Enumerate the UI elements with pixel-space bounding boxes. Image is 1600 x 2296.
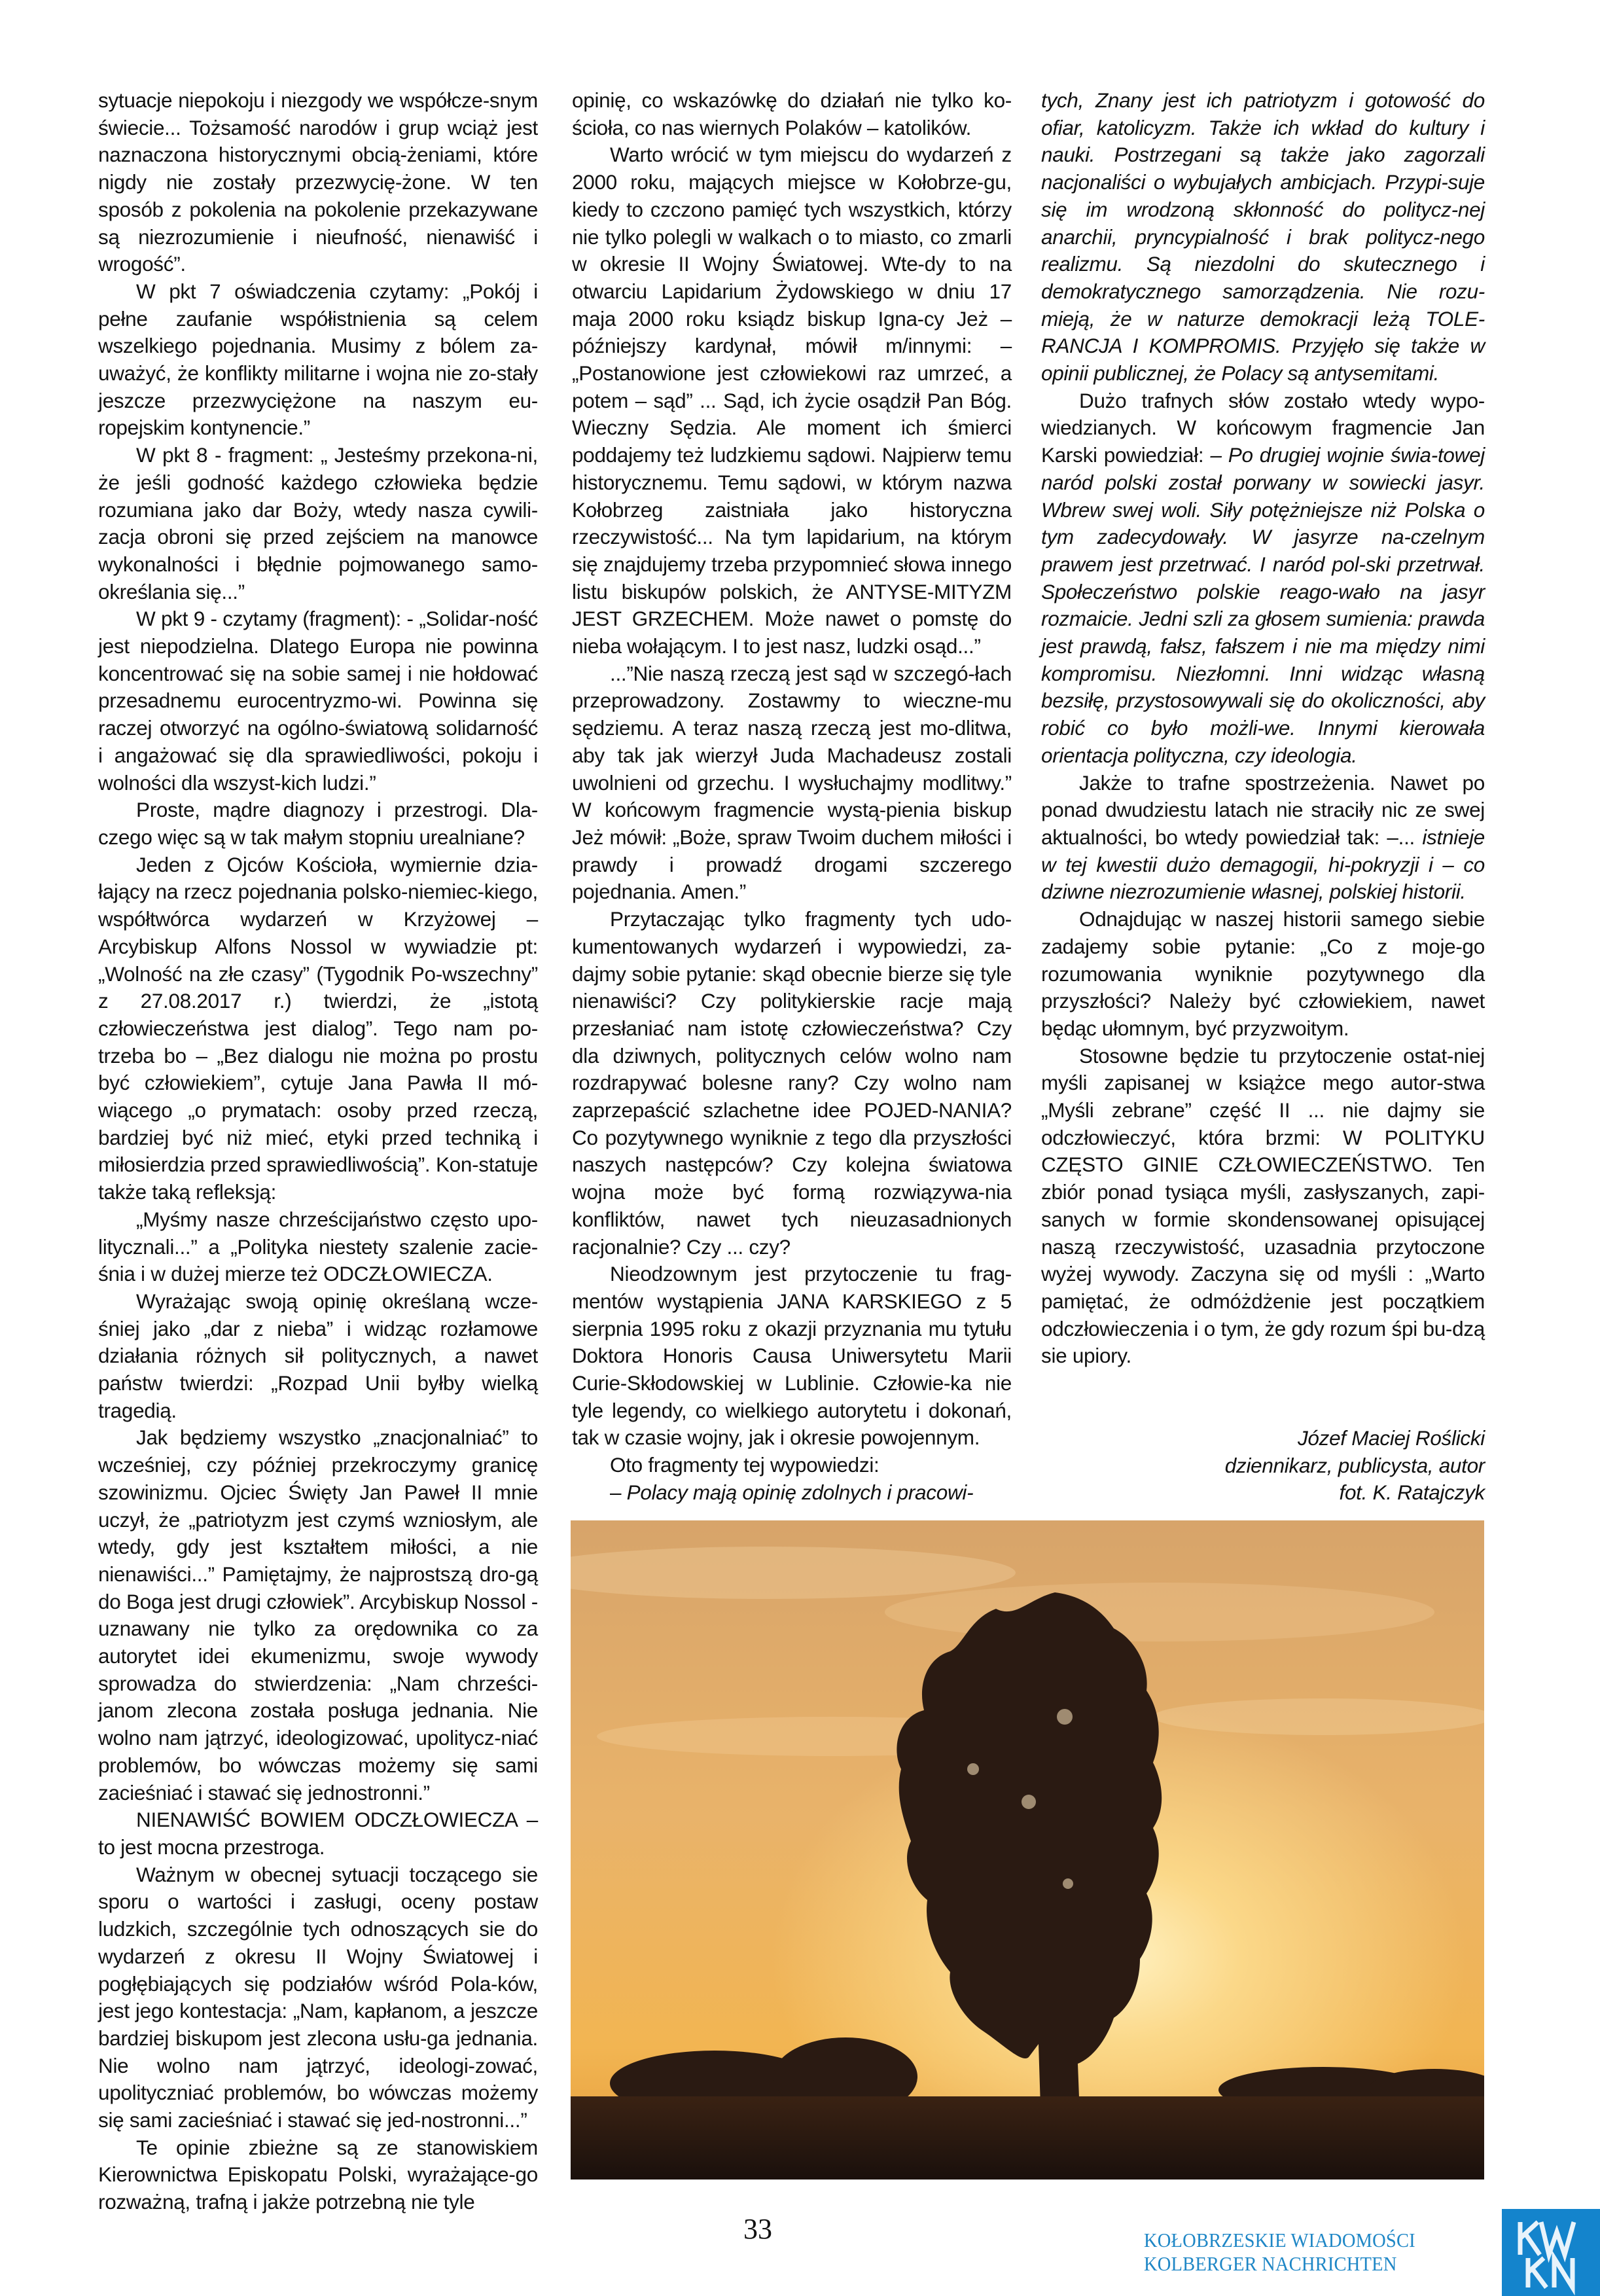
author-role: dziennikarz, publicysta, autor bbox=[1224, 1453, 1485, 1477]
paragraph bbox=[98, 2134, 538, 2216]
page-number: 33 bbox=[743, 2213, 772, 2245]
publication-name-polish: KOŁOBRZESKIE WIADOMOŚCI bbox=[1144, 2229, 1415, 2251]
italic-quote: – Po drugiej wojnie świa-towej naród polski został porwany w sowiecki jasyr. Wbrew swej woli. Siły potężniejsze niż Polska o tym zadecydowały. W jasyrze na-czelnym prawem jest przetrwać. I naród pol-ski przetrwał. Społeczeństwo polskie reago-wało na jasyr rozmaicie. Jedni szli za głosem sumienia: prawda jest prawdą, fałsz, fałszem i nie ma między nimi kompromisu. Niezłomni. Inni widząc własną bezsiłę, przystosowywali się do okoliczności, aby robić co było możli-we. Innymi kierowała orientacja polityczna, czy ideologia. bbox=[1041, 443, 1485, 767]
paragraph-text: Nieodzownym jest przytoczenie tu frag-mentów wystąpienia JANA KARSKIEGO z 5 sierpnia 1995 roku z okazji przyznania mu tytułu Doktora Honoris Causa Uniwersytetu Marii Curie-Skłodowskiej w Lublinie. Człowie-ka nie tyle legendy, co wielkiego autorytetu i dokonań, tak w czasie wojny, jak i okresie powojennym. bbox=[572, 1262, 1012, 1450]
paragraph-text: ...”Nie naszą rzeczą jest sąd w szczegó-łach przeprowadzony. Zostawmy to wieczne-mu sędziemu. A teraz naszą rzeczą jest mo-dlitwa, aby tak jak wierzył Juda Machadeusz zostali uwolnieni od grzechu. I wysłuchajmy modlitwy.” W końcowym fragmencie wystą-pienia biskup Jeż mówił: „Boże, spraw Twoim duchem miłości i prawdy i prowadź drogami szczerego pojednania. Amen.” bbox=[572, 661, 1012, 904]
paragraph bbox=[98, 1861, 538, 2134]
paragraph bbox=[98, 278, 538, 442]
publication-name bbox=[1144, 2229, 1463, 2276]
paragraph-text: Te opinie zbieżne są ze stanowiskiem Kierownictwa Episkopatu Polski, wyrażające-go rozważną, trafną i jakże potrzebną nie tyle bbox=[98, 2135, 538, 2214]
kw-kn-monogram-icon bbox=[1502, 2209, 1600, 2296]
photo-credit: fot. K. Ratajczyk bbox=[1339, 1480, 1485, 1505]
paragraph bbox=[98, 1288, 538, 1425]
paragraph bbox=[572, 1452, 1012, 1479]
paragraph bbox=[98, 442, 538, 605]
paragraph-text: Dużo trafnych słów zostało wtedy wypo-wiedzianych. W końcowym fragmencie Jan Karski powiedział: bbox=[1041, 388, 1485, 467]
paragraph-text: Proste, mądre diagnozy i przestrogi. Dla-czego więc są w tak małym stopniu urealniane? bbox=[98, 798, 538, 849]
paragraph-text: NIENAWIŚĆ BOWIEM ODCZŁOWIECZA – to jest mocna przestroga. bbox=[98, 1808, 538, 1859]
paragraph bbox=[572, 87, 1012, 141]
paragraph-text: Warto wrócić w tym miejscu do wydarzeń z 2000 roku, mających miejsce w Kołobrze-gu, kiedy to czczono pamięć tych wszystkich, którzy nie tylko polegli w walkach o to miasto, co zmarli w okresie II Wojny Światowej. Wte-dy to na otwarciu Lapidarium Żydowskiego w dniu 17 maja 2000 roku ksiądz biskup Igna-cy Jeż – późniejszy kardynał, mówił m/innymi: – „Postanowione jest człowiekowi raz umrzeć, a potem – sąd” ... Sąd, ich życie osądził Pan Bóg. Wieczny Sędzia. Ale moment ich śmierci poddajemy też ludzkiemu sądowi. Najpierw temu historycznemu. Temu sądowi, w którym nazwa Kołobrzeg zaistniała jako historyczna rzeczywistość... Na tym lapidarium, na którym się znajdujemy trzeba przypomnieć słowa innego listu biskupów polskich, że ANTYSE-MITYZM JEST GRZECHEM. Może nawet o pomstę do nieba wołającym. I to jest nasz, ludzki osąd...” bbox=[572, 143, 1012, 658]
paragraph bbox=[1041, 387, 1485, 770]
article-column-1 bbox=[98, 87, 538, 2216]
paragraph bbox=[98, 797, 538, 851]
article-column-3-body bbox=[1041, 87, 1485, 1370]
article-column-3 bbox=[1041, 87, 1485, 1507]
paragraph-text: Przytaczając tylko fragmenty tych udo-kumentowanych wydarzeń i wypowiedzi, za-dajmy sobie pytanie: skąd obecnie bierze się tyle nienawiści? Czy politykierskie racje mają przesłaniać nam istotę człowieczeństwa? Czy dla dziwnych, politycznych celów wolno nam rozdrapywać bolesne rany? Czy wolno nam zaprzepaścić szlachetne idee POJED-NANIA? Co pozytywnego wyniknie z tego dla przyszłości naszych następców? Czy kolejna światowa wojna może być formą rozwiązywa-nia konfliktów, nawet tych nieuzasadnionych racjonalnie? Czy ... czy? bbox=[572, 907, 1012, 1259]
paragraph bbox=[98, 1424, 538, 1806]
paragraph-text: W pkt 7 oświadczenia czytamy: „Pokój i pełne zaufanie współistnienia są celem wszelkiego pojednania. Musimy z bólem za-uważyć, że konflikty militarne i wojna nie zo-stały jeszcze przezwyciężone na naszym eu-ropejskim kontynencie.” bbox=[98, 279, 538, 440]
publication-name-german: KOLBERGER NACHRICHTEN bbox=[1144, 2252, 1397, 2275]
paragraph bbox=[98, 605, 538, 797]
paragraph-text: Jakże to trafne spostrzeżenia. Nawet po ponad dwudziestu latach nie straciły nic ze swej aktualności, bo wtedy powiedział tak: –... bbox=[1041, 770, 1485, 849]
paragraph-text: Jeden z Ojców Kościoła, wymiernie dzia-łający na rzecz pojednania polsko-niemiec-kiego, współtwórca wydarzeń w Krzyżowej – Arcybiskup Alfons Nossol w wywiadzie pt: „Wolność na złe czasy” (Tygodnik Po-wszechny” z 27.08.2017 r.) twierdzi, że „istotą człowieczeństwa jest dialog”. Tego nam po-trzeba bo – „Bez dialogu nie można po prostu być człowiekiem”, cytuje Jana Pawła II mó-wiącego „o prymatach: osoby przed rzeczą, bardziej być niż mieć, etyki przed techniką i miłosierdzia przed sprawiedliwością”. Kon-statuje także taką refleksją: bbox=[98, 852, 538, 1204]
sunset-tree-photo bbox=[571, 1520, 1484, 2179]
paragraph bbox=[1041, 1043, 1485, 1370]
paragraph bbox=[1041, 87, 1485, 387]
signature-block bbox=[1041, 1425, 1485, 1507]
paragraph bbox=[572, 1261, 1012, 1452]
paragraph bbox=[98, 1206, 538, 1288]
paragraph bbox=[98, 1806, 538, 1861]
paragraph-text: tych, Znany jest ich patriotyzm i gotowość do ofiar, katolicyzm. Także ich wkład do kultury i nauki. Postrzegani są także jako zagorzali nacjonaliści o wybujałych ambicjach. Przypi-suje się im wrodzoną skłonność do politycz-nej anarchii, pryncypialność i brak politycz-nego realizmu. Są niezdolni do skutecznego i demokratycznego samorządzenia. Nie rozu-mieją, że w naturze demokracji leżą TOLE-RANCJA I KOMPROMIS. Przyjęło się także w opinii publicznej, że Polacy są antysemitami. bbox=[1041, 88, 1485, 386]
paragraph-text: W pkt 9 - czytamy (fragment): - „Solidar-ność jest niepodzielna. Dlatego Europa nie powinna koncentrować się na sobie samej i nie hołdować przesadnemu eurocentryzmo-wi. Powinna się raczej otworzyć na ogólno-światową solidarność i angażować się dla sprawiedliwości, pokoju i wolności dla wszyst-kich ludzi.” bbox=[98, 607, 538, 795]
paragraph-text: Odnajdując w naszej historii samego siebie zadajemy sobie pytanie: „Co z moje-go rozumowania wyniknie pozytywnego dla przyszłości? Należy być człowiekiem, nawet będąc ułomnym, być przyzwoitym. bbox=[1041, 907, 1485, 1040]
paragraph bbox=[98, 852, 538, 1206]
ground bbox=[571, 2096, 1484, 2179]
paragraph bbox=[572, 906, 1012, 1261]
paragraph-text: „Myśmy nasze chrześcijaństwo często upo-litycznali...” a „Polityka niestety szalenie zacie-śnia i w dużej mierze też ODCZŁOWIECZA. bbox=[98, 1207, 538, 1286]
tree-silhouette-image bbox=[571, 1520, 1484, 2179]
paragraph-text: – bbox=[610, 1480, 627, 1504]
paragraph bbox=[1041, 770, 1485, 906]
author-name: Józef Maciej Roślicki bbox=[1297, 1426, 1485, 1450]
paragraph-text: Wyrażając swoją opinię określaną wcze-śniej jako „dar z nieba” i widząc rozłamowe działania różnych sił politycznych, a nawet państw twierdzi: „Rozpad Unii byłby wielką tragedią. bbox=[98, 1289, 538, 1422]
paragraph-text: Stosowne będzie tu przytoczenie ostat-niej myśli zapisanej w książce mego autor-stwa „Myśli zebrane” część II ... nie dajmy sie odczłowieczyć, która brzmi: W POLITYKU CZĘSTO GINIE CZŁOWIECZEŃSTWO. Ten zbiór ponad tysiąca myśli, zasłyszanych, zapi-sanych w formie skondensowanej opisującej naszą rzeczywistość, uzasadnia przytoczone wyżej wywody. Zaczyna się od myśli : „Warto pamiętać, że odmóżdżenie jest początkiem odczłowieczenia i o tym, że gdy rozum śpi bu-dzą sie upiory. bbox=[1041, 1043, 1485, 1368]
article-column-2 bbox=[572, 87, 1012, 1507]
paragraph-text: Ważnym w obecnej sytuacji toczącego sie sporu o wartości i zasługi, oceny postaw ludzkich, szczególnie tych odnoszących sie do wydarzeń z okresu II Wojny Światowej i pogłębiających się podziałów wśród Pola-ków, jest jego kontestacja: „Nam, kapłanom, a jeszcze bardziej biskupom jest zlecona usłu-ga jednania. Nie wolno nam jątrzyć, ideologi-zować, upolityczniać problemów, bo wówczas możemy się sami zacieśniać i stawać się jed-nostronni...” bbox=[98, 1862, 538, 2132]
paragraph bbox=[98, 87, 538, 278]
publication-logo bbox=[1502, 2209, 1600, 2296]
paragraph-text: Oto fragmenty tej wypowiedzi: bbox=[610, 1453, 880, 1477]
italic-quote: istnieje w tej kwestii dużo demagogii, hi-pokryzji i – co dziwne niezrozumienie własnej, polskiej historii. bbox=[1041, 825, 1485, 904]
paragraph-text: Jak będziemy wszystko „znacjonalniać” to wcześniej, czy później przekroczymy granicę szowinizmu. Ojciec Święty Jan Paweł II mnie uczył, że „patriotyzm jest czymś wzniosłym, ale wtedy, gdy jest kształtem miłości, a nie nienawiści...” Pamiętajmy, że najprostszą dro-gą do Boga jest drugi człowiek”. Arcybiskup Nossol - uznawany nie tylko za orędownika co za autorytet idei ekumenizmu, swoje wywody sprowadza do stwierdzenia: „Nam chrześci-janom zlecona została posługa jednania. Nie wolno nam jątrzyć, ideologizować, upolitycz-niać problemów, bo wówczas możemy się sami zacieśniać i stawać się jednostronni.” bbox=[98, 1426, 538, 1804]
paragraph-text: sytuacje niepokoju i niezgody we współcze-snym świecie... Tożsamość narodów i grup wciąż jest naznaczona historycznymi obcią-żeniami, które nigdy nie zostały przezwycię-żone. W ten sposób z pokolenia na pokolenie przekazywane są niezrozumienie i nieufność, nienawiść i wrogość”. bbox=[98, 88, 538, 276]
paragraph bbox=[572, 1479, 1012, 1507]
paragraph bbox=[572, 141, 1012, 660]
paragraph bbox=[1041, 906, 1485, 1043]
paragraph bbox=[572, 660, 1012, 906]
italic-quote: Polacy mają opinię zdolnych i pracowi- bbox=[626, 1480, 974, 1504]
paragraph-text: W pkt 8 - fragment: „ Jesteśmy przekona-ni, że jeśli godność każdego człowieka będzie rozumiana jako dar Boży, wtedy nasza cywili-zacja obroni się przed zejściem na manowce wykonalności i błędnie pojmowanego samo-określania się...” bbox=[98, 443, 538, 603]
paragraph-text: opinię, co wskazówkę do działań nie tylko ko-ścioła, co nas wiernych Polaków – katolików. bbox=[572, 88, 1012, 139]
